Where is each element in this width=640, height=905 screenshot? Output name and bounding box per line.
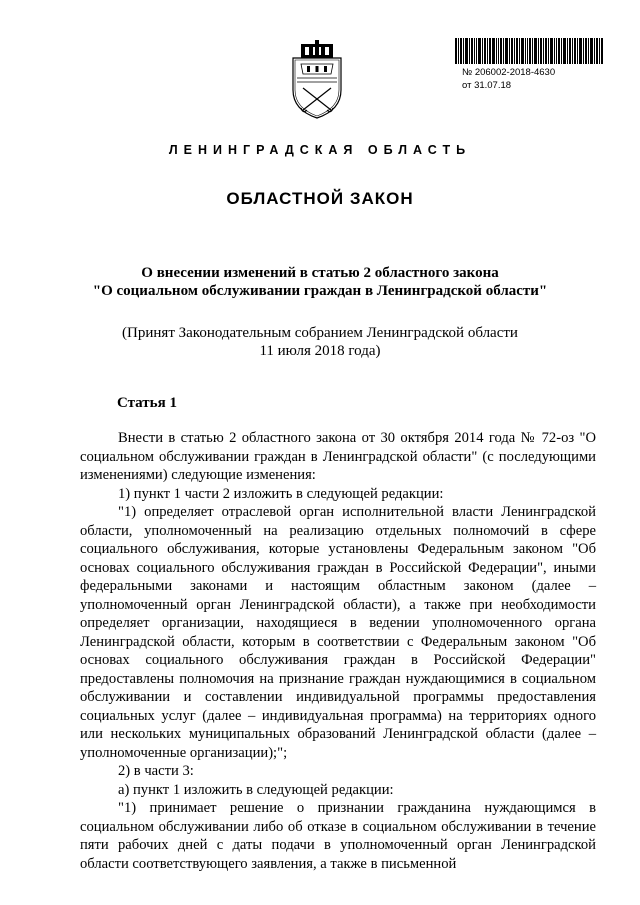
adoption-note-line: 11 июля 2018 года) [259, 343, 381, 359]
registration-stamp [462, 66, 555, 92]
barcode [455, 38, 603, 64]
law-type-heading: ОБЛАСТНОЙ ЗАКОН [226, 189, 414, 208]
body-paragraph: 2) в части 3: [118, 763, 194, 779]
body-paragraph: Внести в статью 2 областного закона от 30 октября 2014 года № 72-оз "О социальном обслуживании граждан в Ленинградской области" (с последующими изменениями) следующие изменения: [80, 430, 596, 483]
adoption-note [40, 324, 600, 360]
body-paragraph: а) пункт 1 изложить в следующей редакции: [118, 781, 394, 798]
adoption-note-line: (Принят Законодательным собранием Ленинградской области [122, 325, 518, 341]
body-paragraph: "1) определяет отраслевой орган исполнительной власти Ленинградской области, уполномоченный на реализацию отдельных полномочий в сфере социального обслуживания, которые установлены Федеральным законом "Об основах социального обслуживания граждан в Российской Федерации", иными федеральными законами и настоящим областным законом (далее – уполномоченный орган Ленинградской области), а также при необходимости определяет организации, находящиеся в ведении уполномоченного органа Ленинградской области, которым в соответствии с Федеральным законом "Об основах социального обслуживания граждан в Российской Федерации" предоставлены полномочия на признание граждан нуждающимися в социальном обслуживании и составлении индивидуальной программы предоставления социальных услуг (далее – индивидуальная программа) на территориях одного или нескольких муниципальных образований Ленинградской области (далее – уполномоченные организации);"; [80, 504, 596, 761]
law-title-line: "О социальном обслуживании граждан в Ленинградской области" [92, 283, 548, 299]
registration-date: от 31.07.18 [462, 80, 512, 91]
article-heading: Статья 1 [117, 395, 177, 411]
body-paragraph: 1) пункт 1 части 2 изложить в следующей редакции: [118, 485, 444, 502]
law-title [40, 264, 600, 300]
coat-of-arms-emblem [287, 38, 347, 120]
law-title-line: О внесении изменений в статью 2 областного закона [141, 265, 499, 281]
body-paragraph: "1) принимает решение о признании гражданина нуждающимся в социальном обслуживании либо об отказе в социальном обслуживании в течение пяти рабочих дней с даты подачи в уполномоченный орган Ленинградской области соответствующего заявления, а также в письменной [80, 800, 596, 872]
law-body [80, 429, 596, 873]
registration-number: № 206002-2018-4630 [462, 67, 556, 78]
region-heading: ЛЕНИНГРАДСКАЯ ОБЛАСТЬ [168, 143, 472, 157]
